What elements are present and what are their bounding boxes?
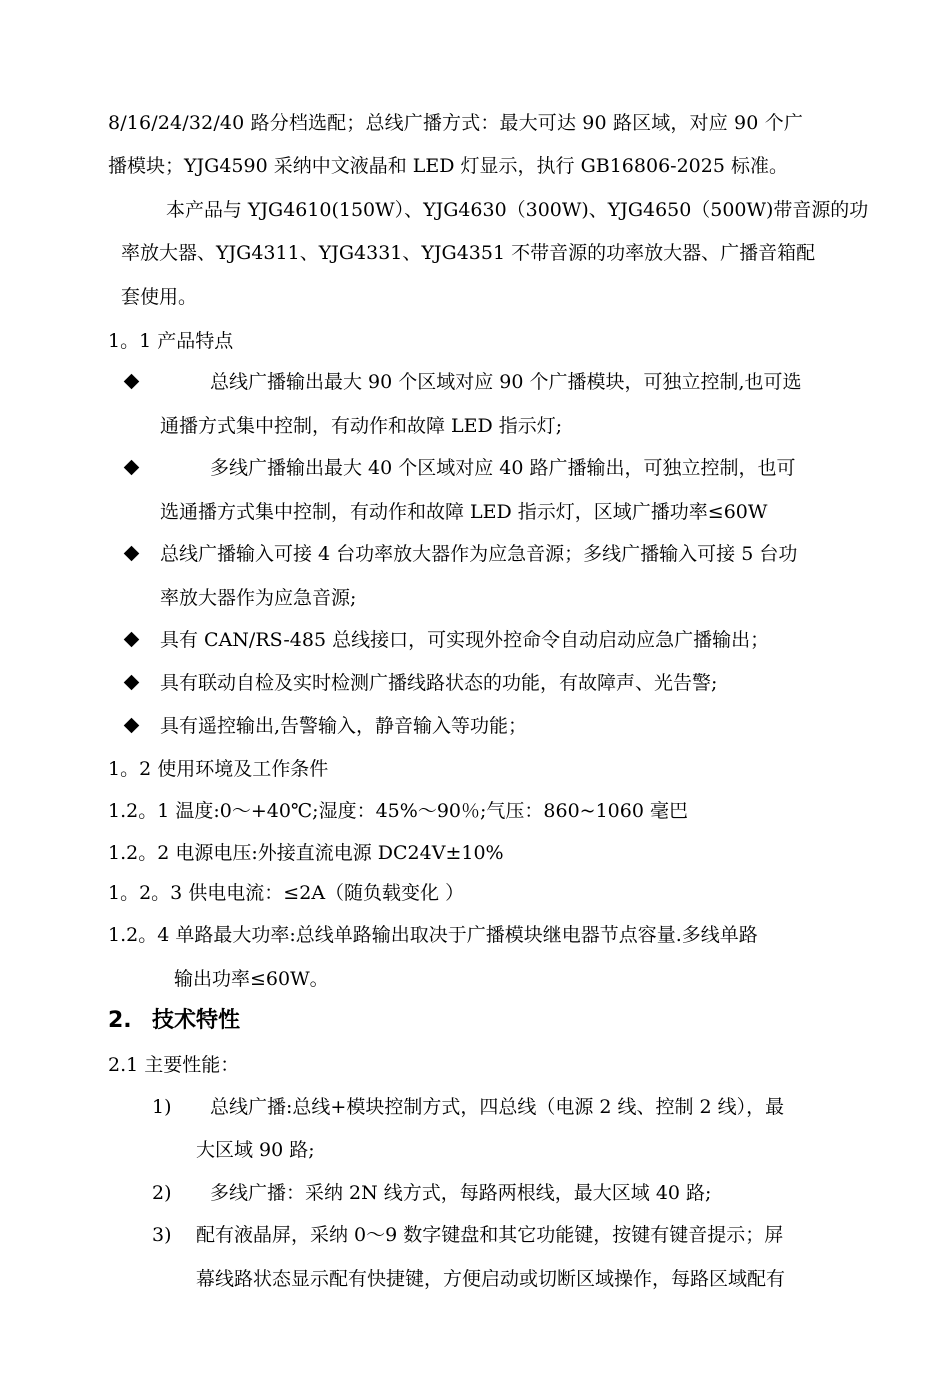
bullet-text: 选通播方式集中控制，有动作和故障 LED 指示灯，区域广播功率≤60W — [160, 501, 768, 523]
spec-item: 1.2。4 单路最大功率:总线单路输出取决于广播模块继电器节点容量.多线单路 — [108, 924, 758, 946]
bullet-text: 具有 CAN/RS-485 总线接口，可实现外控命令自动启动应急广播输出； — [160, 629, 770, 651]
bullet-text: 总线广播输入可接 4 台功率放大器作为应急音源；多线广播输入可接 5 台功 — [160, 543, 798, 565]
diamond-bullet-icon — [124, 718, 140, 734]
chapter-title: 技术特性 — [152, 1008, 241, 1033]
paragraph-line: 8/16/24/32/40 路分档选配；总线广播方式：最大可达 90 路区域，对应 90 个广 — [108, 112, 804, 134]
bullet-text: 总线广播输出最大 90 个区域对应 90 个广播模块，可独立控制,也可选 — [210, 371, 802, 393]
bullet-text: 多线广播输出最大 40 个区域对应 40 路广播输出，可独立控制，也可 — [210, 457, 796, 479]
bullet-text: 具有联动自检及实时检测广播线路状态的功能，有故障声、光告警; — [160, 672, 718, 694]
item-text: 配有液晶屏，采纳 0～9 数字键盘和其它功能键，按键有键音提示；屏 — [196, 1224, 784, 1246]
bullet-text: 具有遥控输出,告警输入，静音输入等功能； — [160, 715, 528, 737]
diamond-bullet-icon — [124, 546, 140, 562]
bullet-text: 率放大器作为应急音源; — [160, 587, 357, 609]
spec-item: 1.2。2 电源电压:外接直流电源 DC24V±10% — [108, 842, 504, 864]
item-number: 2) — [152, 1182, 172, 1204]
item-text: 总线广播:总线+模块控制方式，四总线（电源 2 线、控制 2 线），最 — [210, 1096, 785, 1118]
section-title: 1。1 产品特点 — [108, 330, 234, 352]
subsection-title: 2.1 主要性能： — [108, 1054, 240, 1076]
spec-item: 1.2。1 温度:0～+40℃;湿度：45%～90％;气压：860~1060 毫巴 — [108, 800, 688, 822]
spec-item: 1。2。3 供电电流：≤2A（随负载变化 ） — [108, 882, 465, 904]
item-text: 多线广播：采纳 2N 线方式，每路两根线，最大区域 40 路; — [210, 1182, 712, 1204]
diamond-bullet-icon — [124, 460, 140, 476]
chapter-number: 2. — [108, 1008, 132, 1033]
spec-item: 输出功率≤60W。 — [174, 968, 329, 990]
bullet-text: 通播方式集中控制，有动作和故障 LED 指示灯; — [160, 415, 563, 437]
item-text: 幕线路状态显示配有快捷键，方便启动或切断区域操作，每路区域配有 — [196, 1268, 786, 1290]
paragraph-line: 率放大器、YJG4311、YJG4331、YJG4351 不带音源的功率放大器、广播音箱配 — [121, 242, 816, 264]
item-number: 1) — [152, 1096, 172, 1118]
item-number: 3) — [152, 1224, 172, 1246]
diamond-bullet-icon — [124, 632, 140, 648]
item-text: 大区域 90 路; — [196, 1139, 315, 1161]
diamond-bullet-icon — [124, 374, 140, 390]
paragraph-line: 本产品与 YJG4610(150W）、YJG4630（300W)、YJG4650（500W)带音源的功 — [166, 199, 869, 221]
paragraph-line: 套使用。 — [121, 286, 198, 308]
paragraph-line: 播模块；YJG4590 采纳中文液晶和 LED 灯显示，执行 GB16806-2025 标准。 — [108, 155, 788, 177]
section-title: 1。2 使用环境及工作条件 — [108, 758, 329, 780]
diamond-bullet-icon — [124, 675, 140, 691]
